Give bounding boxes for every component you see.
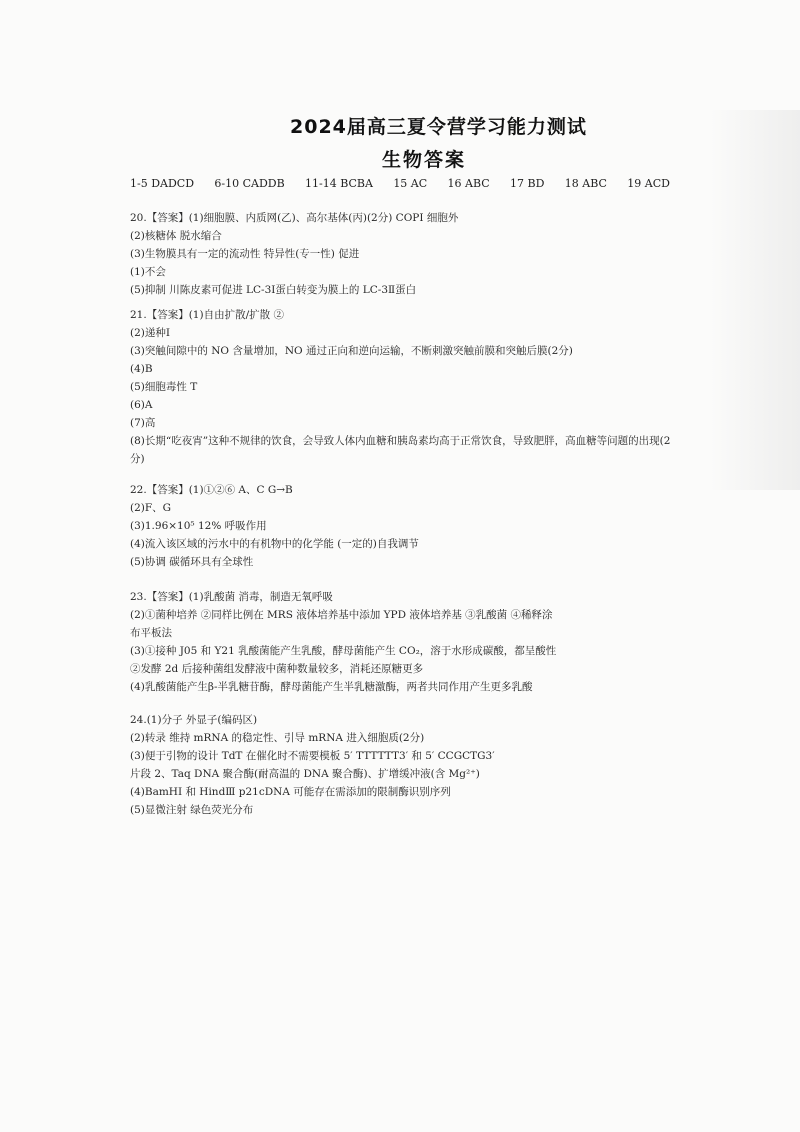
answer-line: (3)①接种 J05 和 Y21 乳酸菌能产生乳酸，酵母菌能产生 CO₂，溶于水形成碳酸，都呈酸性 bbox=[130, 645, 557, 657]
choice-key: 17 BD bbox=[510, 177, 545, 190]
answer-line: (3)便于引物的设计 TdT 在催化时不需要模板 5′ TTTTTT3′ 和 5′ CCGCTG3′ bbox=[130, 750, 495, 762]
answer-line: 23.【答案】(1)乳酸菌 消毒，制造无氧呼吸 bbox=[130, 591, 333, 603]
answer-line: (6)A bbox=[130, 399, 153, 411]
choice-key: 6-10 CADDB bbox=[214, 177, 285, 190]
answer-line: (4)乳酸菌能产生β-半乳糖苷酶，酵母菌能产生半乳糖激酶，两者共同作用产生更多乳酸 bbox=[130, 681, 533, 693]
choice-key: 11-14 BCBA bbox=[305, 177, 373, 190]
choice-key: 1-5 DADCD bbox=[130, 177, 195, 190]
answer-line: 24.(1)分子 外显子(编码区) bbox=[130, 714, 258, 726]
show-through-shadow bbox=[710, 110, 800, 490]
answer-line: (3)突触间隙中的 NO 含量增加，NO 通过正向和逆向运输，不断刺激突触前膜和突触后膜(2分) bbox=[130, 345, 573, 357]
question-24-answers bbox=[130, 711, 675, 819]
answer-line: (4)B bbox=[130, 363, 153, 375]
answer-line: ②发酵 2d 后接种菌组发酵液中菌种数量较多，消耗还原糖更多 bbox=[130, 663, 424, 675]
answer-line: (7)高 bbox=[130, 417, 156, 429]
answer-line: 布平板法 bbox=[130, 627, 172, 639]
answer-line: (5)显微注射 绿色荧光分布 bbox=[130, 804, 254, 816]
answer-line: (1)不会 bbox=[130, 266, 166, 278]
choice-key: 16 ABC bbox=[447, 177, 490, 190]
answer-line: (2)F、G bbox=[130, 502, 172, 514]
answer-line: 22.【答案】(1)①②⑥ A、C G→B bbox=[130, 484, 293, 496]
question-21-answers bbox=[130, 306, 675, 468]
answer-line: (2)转录 维持 mRNA 的稳定性、引导 mRNA 进入细胞质(2分) bbox=[130, 732, 425, 744]
answer-line: (2)①菌种培养 ②同样比例在 MRS 液体培养基中添加 YPD 液体培养基 ③乳酸菌 ④稀释涂 bbox=[130, 609, 553, 621]
choice-answer-keys bbox=[130, 177, 670, 190]
answer-line: (4)流入该区域的污水中的有机物中的化学能 (一定的)自我调节 bbox=[130, 538, 419, 550]
question-23-answers bbox=[130, 588, 675, 696]
answer-line: (5)细胞毒性 T bbox=[130, 381, 198, 393]
answer-line: 21.【答案】(1)自由扩散/扩散 ② bbox=[130, 309, 284, 321]
answer-line: (3)1.96×10⁵ 12% 呼吸作用 bbox=[130, 520, 267, 532]
answer-line: (8)长期“吃夜宵”这种不规律的饮食，会导致人体内血糖和胰岛素均高于正常饮食，导致肥胖，高血糖等问题的出现(2分) bbox=[130, 435, 671, 465]
question-22-answers bbox=[130, 481, 675, 571]
choice-key: 19 ACD bbox=[627, 177, 670, 190]
page-subtitle: 生物答案 bbox=[382, 149, 467, 171]
question-20-answers bbox=[130, 209, 675, 299]
answer-line: (3)生物膜具有一定的流动性 特异性(专一性) 促进 bbox=[130, 248, 360, 260]
answer-line: 片段 2、Taq DNA 聚合酶(耐高温的 DNA 聚合酶)、扩增缓冲液(含 Mg²⁺) bbox=[130, 768, 480, 780]
answer-line: (4)BamHⅠ 和 HindⅢ p21cDNA 可能存在需添加的限制酶识别序列 bbox=[130, 786, 451, 798]
answer-line: (5)协调 碳循环具有全球性 bbox=[130, 556, 254, 568]
answer-line: (2)递种Ⅰ bbox=[130, 327, 171, 339]
answer-line: (5)抑制 川陈皮素可促进 LC-3Ⅰ蛋白转变为膜上的 LC-3Ⅱ蛋白 bbox=[130, 284, 417, 296]
answer-line: 20.【答案】(1)细胞膜、内质网(乙)、高尔基体(丙)(2分) COPⅠ 细胞外 bbox=[130, 212, 459, 224]
choice-key: 15 AC bbox=[393, 177, 428, 190]
page-title: 2024届高三夏令营学习能力测试 bbox=[290, 116, 587, 138]
answer-line: (2)核糖体 脱水缩合 bbox=[130, 230, 222, 242]
choice-key: 18 ABC bbox=[564, 177, 607, 190]
